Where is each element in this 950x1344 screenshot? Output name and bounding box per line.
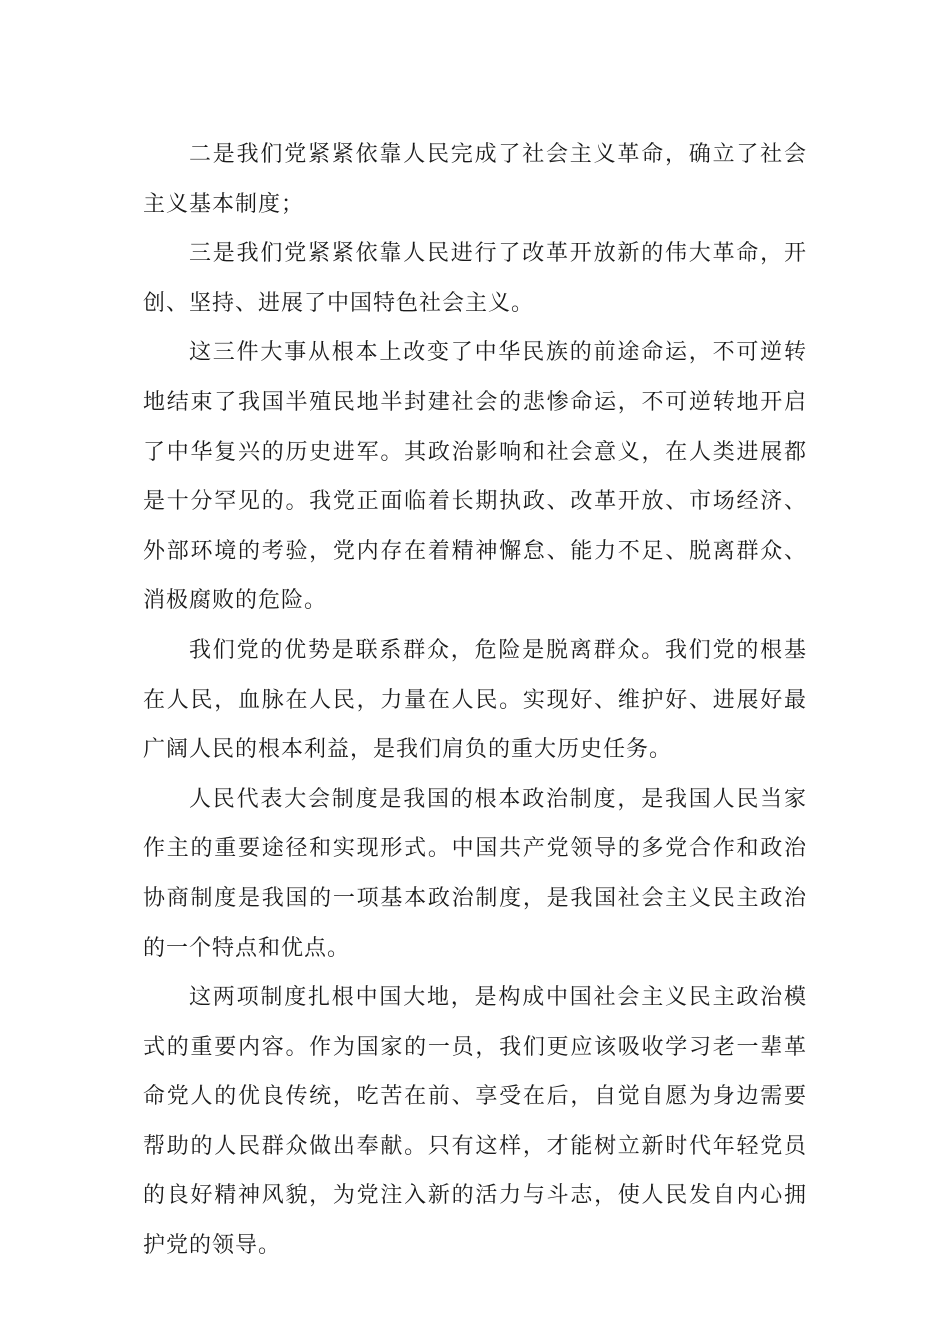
paragraph-6: 这两项制度扎根中国大地，是构成中国社会主义民主政治模式的重要内容。作为国家的一员，我们更应该吸收学习老一辈革命党人的优良传统，吃苦在前、享受在后，自觉自愿为身边需要帮助的人民群众做出奉献。只有这样，才能树立新时代年轻党员的良好精神风貌，为党注入新的活力与斗志，使人民发自内心拥护党的领导。 (143, 985, 807, 1259)
paragraph-1: 二是我们党紧紧依靠人民完成了社会主义革命，确立了社会主义基本制度； (143, 142, 807, 217)
paragraph-5: 人民代表大会制度是我国的根本政治制度，是我国人民当家作主的重要途径和实现形式。中国共产党领导的多党合作和政治协商制度是我国的一项基本政治制度，是我国社会主义民主政治的一个特点和优点。 (143, 786, 807, 961)
paragraph-4: 我们党的优势是联系群众，危险是脱离群众。我们党的根基在人民，血脉在人民，力量在人民。实现好、维护好、进展好最广阔人民的根本利益，是我们肩负的重大历史任务。 (143, 637, 807, 763)
document-body (143, 130, 807, 1271)
paragraph-3: 这三件大事从根本上改变了中华民族的前途命运，不可逆转地结束了我国半殖民地半封建社会的悲惨命运，不可逆转地开启了中华复兴的历史进军。其政治影响和社会意义，在人类进展都是十分罕见的。我党正面临着长期执政、改革开放、市场经济、外部环境的考验，党内存在着精神懈怠、能力不足、脱离群众、消极腐败的危险。 (143, 340, 807, 614)
paragraph-2: 三是我们党紧紧依靠人民进行了改革开放新的伟大革命，开创、坚持、进展了中国特色社会主义。 (143, 241, 807, 316)
